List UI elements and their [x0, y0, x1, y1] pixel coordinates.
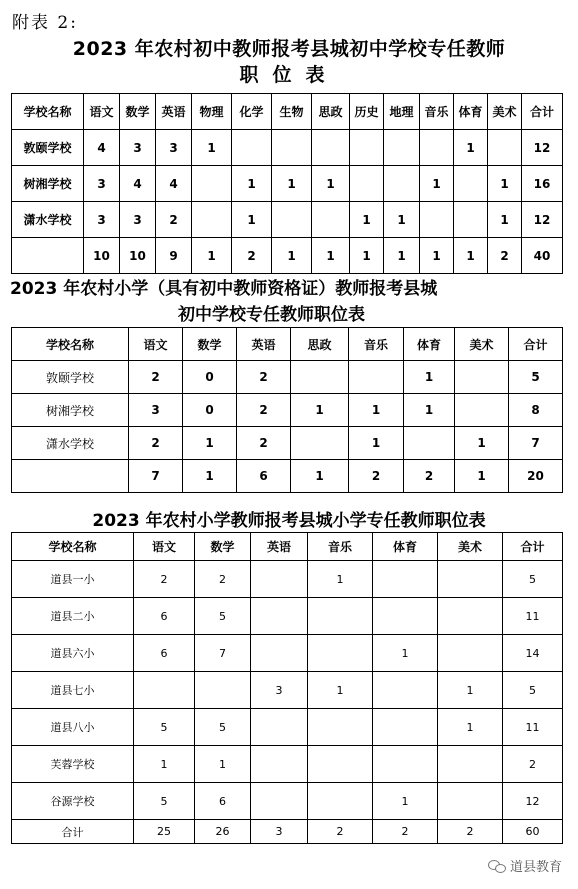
table1-header-row: [12, 94, 563, 130]
table-cell: [373, 709, 438, 746]
table-row: [12, 427, 563, 460]
table-cell: 6: [237, 460, 291, 493]
table-cell: 3: [251, 820, 308, 844]
table-row: [12, 598, 563, 635]
table-cell: 1: [350, 202, 384, 238]
watermark-text: 道县教育: [509, 860, 562, 875]
table-row: [12, 820, 563, 844]
column-header: 合计: [509, 328, 563, 361]
wechat-icon: [488, 859, 506, 873]
table-cell: 2: [373, 820, 438, 844]
table-cell: [251, 598, 308, 635]
column-header: 地理: [384, 94, 420, 130]
table-cell: 1: [183, 427, 237, 460]
column-header: 物理: [192, 94, 232, 130]
column-header: 生物: [272, 94, 312, 130]
table-cell: 6: [134, 598, 195, 635]
column-header: 思政: [291, 328, 349, 361]
table-cell: 1: [232, 202, 272, 238]
table-cell: [438, 783, 503, 820]
table-cell: 2: [237, 394, 291, 427]
table-cell: 1: [195, 746, 251, 783]
table-cell: [251, 561, 308, 598]
table-row: [12, 202, 563, 238]
column-header: 学校名称: [12, 94, 84, 130]
table-row: [12, 783, 563, 820]
table-cell: 1: [134, 746, 195, 783]
table-cell: [350, 130, 384, 166]
table-cell: 1: [308, 672, 373, 709]
table-cell: 1: [308, 561, 373, 598]
table-cell: 1: [438, 709, 503, 746]
school-name-cell: 道县八小: [12, 709, 134, 746]
school-name-cell: [12, 460, 129, 493]
table-cell: [291, 361, 349, 394]
column-header: 美术: [488, 94, 522, 130]
table-cell: 1: [404, 361, 455, 394]
table-junior-high-positions: [11, 93, 563, 274]
table-cell: 40: [522, 238, 563, 274]
table-cell: [420, 130, 454, 166]
table-cell: 9: [156, 238, 192, 274]
table-cell: 10: [84, 238, 120, 274]
table-cell: 5: [195, 709, 251, 746]
table-cell: 1: [488, 166, 522, 202]
table-cell: [195, 672, 251, 709]
table-cell: 3: [156, 130, 192, 166]
table-cell: [312, 130, 350, 166]
table-row: [12, 130, 563, 166]
table-row: [12, 672, 563, 709]
table-cell: 1: [232, 166, 272, 202]
table-cell: [384, 130, 420, 166]
table-primary-to-junior-positions: [11, 327, 563, 493]
table2-title: [10, 276, 550, 328]
table1-title-line2: 职位表: [239, 64, 339, 86]
table2-title-line2: 初中学校专任教师职位表: [178, 305, 365, 325]
table-cell: 5: [195, 598, 251, 635]
table-cell: 1: [373, 635, 438, 672]
table-cell: [373, 746, 438, 783]
column-header: 学校名称: [12, 533, 134, 561]
table-cell: [454, 166, 488, 202]
table-cell: 7: [509, 427, 563, 460]
table-cell: 4: [84, 130, 120, 166]
table-cell: [438, 598, 503, 635]
table-cell: 1: [272, 166, 312, 202]
table-cell: 3: [129, 394, 183, 427]
table-cell: 5: [509, 361, 563, 394]
table-cell: 2: [438, 820, 503, 844]
table-primary-positions: [11, 532, 563, 844]
table-cell: 26: [195, 820, 251, 844]
table-cell: 1: [438, 672, 503, 709]
table-cell: [291, 427, 349, 460]
column-header: 数学: [120, 94, 156, 130]
table-cell: 1: [404, 394, 455, 427]
table-cell: [272, 130, 312, 166]
table-cell: 7: [195, 635, 251, 672]
table-row: [12, 361, 563, 394]
table-cell: 1: [291, 460, 349, 493]
table-cell: [308, 635, 373, 672]
table-cell: 2: [404, 460, 455, 493]
table-cell: 6: [195, 783, 251, 820]
column-header: 体育: [454, 94, 488, 130]
school-name-cell: 树湘学校: [12, 394, 129, 427]
table-cell: [192, 202, 232, 238]
school-name-cell: 谷源学校: [12, 783, 134, 820]
column-header: 思政: [312, 94, 350, 130]
table-cell: 2: [488, 238, 522, 274]
table-cell: 1: [350, 238, 384, 274]
table-row: [12, 746, 563, 783]
table2-header-row: [12, 328, 563, 361]
table-cell: 5: [134, 783, 195, 820]
table-cell: 2: [237, 361, 291, 394]
table-cell: 4: [156, 166, 192, 202]
table-cell: 5: [134, 709, 195, 746]
column-header: 英语: [237, 328, 291, 361]
table1-title-line1: 2023 年农村初中教师报考县城初中学校专任教师: [72, 38, 506, 60]
watermark: [488, 856, 562, 875]
table-cell: [384, 166, 420, 202]
table-cell: 7: [129, 460, 183, 493]
table-cell: [454, 202, 488, 238]
column-header: 语文: [84, 94, 120, 130]
school-name-cell: 道县六小: [12, 635, 134, 672]
table-row: [12, 166, 563, 202]
table-cell: 2: [503, 746, 563, 783]
table-cell: [438, 635, 503, 672]
table-cell: 1: [312, 166, 350, 202]
column-header: 数学: [183, 328, 237, 361]
table-cell: 2: [308, 820, 373, 844]
table-cell: [308, 783, 373, 820]
table-cell: 1: [272, 238, 312, 274]
table-cell: [349, 361, 404, 394]
school-name-cell: [12, 238, 84, 274]
table-cell: [455, 361, 509, 394]
table-cell: [251, 709, 308, 746]
table-cell: 1: [349, 427, 404, 460]
table-cell: 5: [503, 672, 563, 709]
table-row: [12, 460, 563, 493]
table-row: [12, 394, 563, 427]
column-header: 合计: [522, 94, 563, 130]
column-header: 美术: [438, 533, 503, 561]
column-header: 美术: [455, 328, 509, 361]
column-header: 历史: [350, 94, 384, 130]
table-cell: [192, 166, 232, 202]
table-cell: [251, 783, 308, 820]
table-cell: 3: [84, 202, 120, 238]
table-cell: [373, 598, 438, 635]
table-cell: [455, 394, 509, 427]
table-cell: 1: [488, 202, 522, 238]
table-cell: 1: [455, 427, 509, 460]
annex-label: 附表 2:: [12, 13, 78, 33]
table-cell: 1: [420, 238, 454, 274]
table-cell: 1: [312, 238, 350, 274]
table-cell: 1: [291, 394, 349, 427]
table-cell: 3: [120, 202, 156, 238]
table-cell: [312, 202, 350, 238]
table-cell: 11: [503, 598, 563, 635]
table-row: [12, 709, 563, 746]
school-name-cell: 潇水学校: [12, 202, 84, 238]
table-cell: 2: [349, 460, 404, 493]
table-cell: 3: [84, 166, 120, 202]
table-cell: [251, 746, 308, 783]
table-cell: 14: [503, 635, 563, 672]
table-cell: 0: [183, 361, 237, 394]
school-name-cell: 树湘学校: [12, 166, 84, 202]
column-header: 语文: [134, 533, 195, 561]
column-header: 英语: [251, 533, 308, 561]
table-cell: [308, 598, 373, 635]
table-cell: [232, 130, 272, 166]
column-header: 语文: [129, 328, 183, 361]
school-name-cell: 敦颐学校: [12, 361, 129, 394]
table3-header-row: [12, 533, 563, 561]
table-cell: 1: [192, 130, 232, 166]
table-cell: 1: [454, 238, 488, 274]
table-cell: 12: [503, 783, 563, 820]
school-name-cell: 道县二小: [12, 598, 134, 635]
table-cell: 5: [503, 561, 563, 598]
table-row: [12, 635, 563, 672]
table-cell: 3: [251, 672, 308, 709]
column-header: 体育: [373, 533, 438, 561]
column-header: 数学: [195, 533, 251, 561]
table-cell: 11: [503, 709, 563, 746]
table-cell: [272, 202, 312, 238]
table-cell: [404, 427, 455, 460]
table-cell: [438, 561, 503, 598]
column-header: 学校名称: [12, 328, 129, 361]
table-cell: [308, 746, 373, 783]
school-name-cell: 芙蓉学校: [12, 746, 134, 783]
table-cell: 2: [156, 202, 192, 238]
table-cell: 1: [455, 460, 509, 493]
table1-title: [0, 36, 578, 88]
table-row: [12, 561, 563, 598]
table-cell: 8: [509, 394, 563, 427]
table-cell: 12: [522, 130, 563, 166]
table-cell: 16: [522, 166, 563, 202]
table-cell: 0: [183, 394, 237, 427]
table-cell: 3: [120, 130, 156, 166]
table-cell: [134, 672, 195, 709]
table-cell: 1: [373, 783, 438, 820]
table-cell: 2: [237, 427, 291, 460]
column-header: 英语: [156, 94, 192, 130]
table-cell: 1: [420, 166, 454, 202]
table-cell: 4: [120, 166, 156, 202]
school-name-cell: 合计: [12, 820, 134, 844]
table-cell: 60: [503, 820, 563, 844]
table-cell: 12: [522, 202, 563, 238]
table-cell: 1: [183, 460, 237, 493]
table-cell: [438, 746, 503, 783]
table-cell: [420, 202, 454, 238]
table-cell: 1: [384, 202, 420, 238]
table-cell: [308, 709, 373, 746]
school-name-cell: 敦颐学校: [12, 130, 84, 166]
table-cell: 10: [120, 238, 156, 274]
table3-title: 2023 年农村小学教师报考县城小学专任教师职位表: [92, 511, 486, 531]
table-cell: 2: [129, 361, 183, 394]
table-cell: 1: [349, 394, 404, 427]
table-cell: [350, 166, 384, 202]
table-cell: 1: [192, 238, 232, 274]
table-cell: 1: [454, 130, 488, 166]
school-name-cell: 道县一小: [12, 561, 134, 598]
table-cell: 1: [384, 238, 420, 274]
column-header: 音乐: [420, 94, 454, 130]
column-header: 体育: [404, 328, 455, 361]
table-cell: [373, 561, 438, 598]
table-row: [12, 238, 563, 274]
column-header: 音乐: [349, 328, 404, 361]
table-cell: [488, 130, 522, 166]
table-cell: 20: [509, 460, 563, 493]
table-cell: 6: [134, 635, 195, 672]
school-name-cell: 道县七小: [12, 672, 134, 709]
table-cell: [373, 672, 438, 709]
table-cell: 2: [232, 238, 272, 274]
column-header: 音乐: [308, 533, 373, 561]
column-header: 化学: [232, 94, 272, 130]
column-header: 合计: [503, 533, 563, 561]
table-cell: 2: [129, 427, 183, 460]
table-cell: 2: [195, 561, 251, 598]
table-cell: [251, 635, 308, 672]
table-cell: 2: [134, 561, 195, 598]
table2-title-line1: 2023 年农村小学（具有初中教师资格证）教师报考县城: [10, 279, 438, 299]
school-name-cell: 潇水学校: [12, 427, 129, 460]
table-cell: 25: [134, 820, 195, 844]
